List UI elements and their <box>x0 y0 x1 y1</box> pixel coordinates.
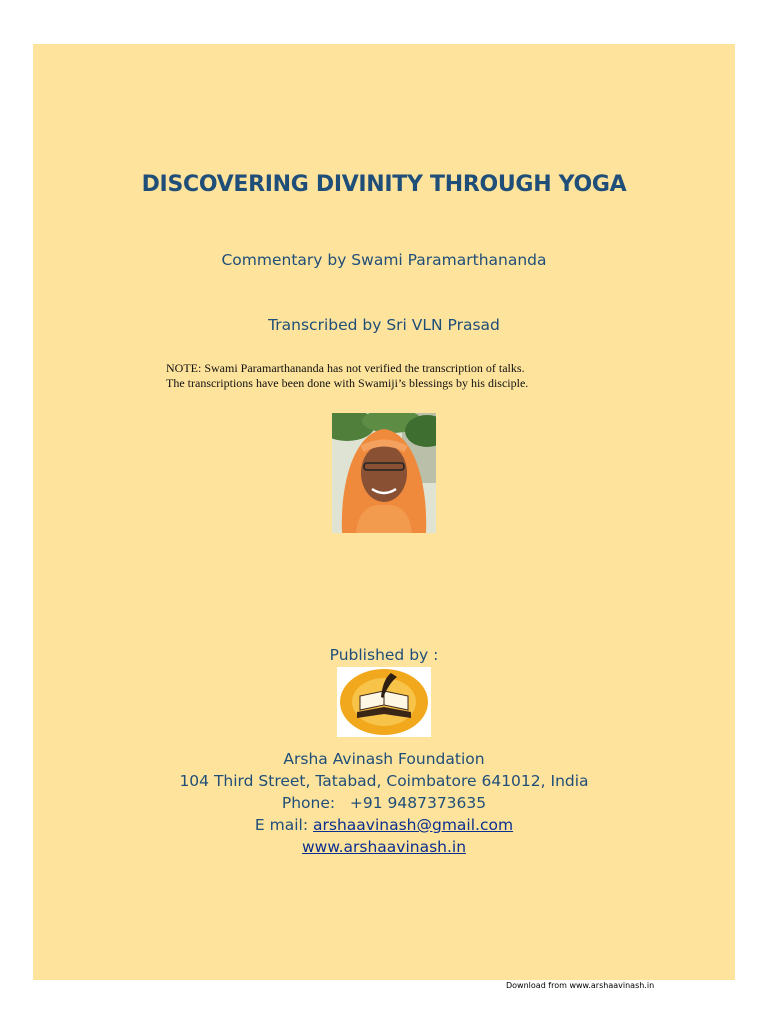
swami-portrait <box>332 413 436 533</box>
phone-label: Phone: <box>281 794 336 812</box>
phone-number: +91 9487373635 <box>349 794 487 812</box>
transcriber-credit: Transcribed by Sri VLN Prasad <box>268 316 500 334</box>
book-title: DISCOVERING DIVINITY THROUGH YOGA <box>141 172 627 197</box>
email-label: E mail: <box>254 816 309 834</box>
website-link[interactable]: www.arshaavinash.in <box>301 838 467 856</box>
note-line-2: The transcriptions have been done with Swamiji’s blessings by his disciple. <box>166 376 529 390</box>
note-line-1: NOTE: Swami Paramarthananda has not verified the transcription of talks. <box>166 361 525 375</box>
publisher-phone <box>0 794 768 812</box>
publisher-name: Arsha Avinash Foundation <box>283 750 485 768</box>
publisher-logo <box>337 667 431 737</box>
commentary-credit: Commentary by Swami Paramarthananda <box>221 251 547 269</box>
publisher-website <box>0 838 768 856</box>
publisher-address: 104 Third Street, Tatabad, Coimbatore 641012, India <box>179 772 589 790</box>
transcription-note <box>166 361 646 391</box>
publisher-email <box>0 816 768 834</box>
email-link[interactable]: arshaavinash@gmail.com <box>313 816 514 834</box>
download-footer: Download from www.arshaavinash.in <box>506 981 655 990</box>
published-by-label: Published by : <box>329 646 439 664</box>
